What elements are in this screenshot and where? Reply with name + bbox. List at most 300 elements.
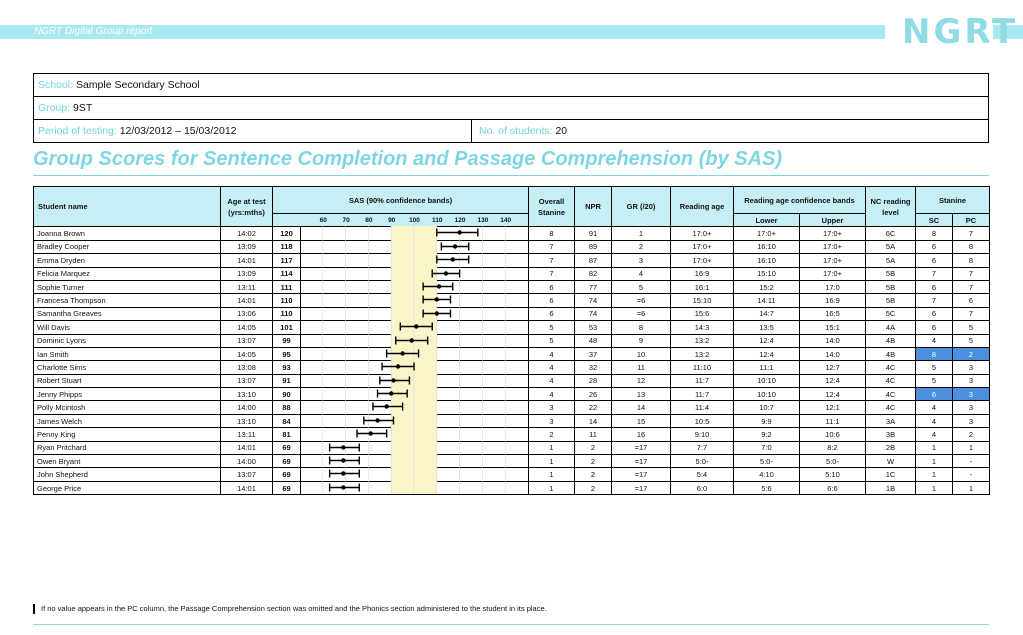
sas-score: 120	[273, 227, 301, 240]
confidence-band	[330, 457, 360, 465]
student-name: Owen Bryant	[34, 455, 221, 468]
sas-score: 91	[273, 374, 301, 387]
student-name: Bradley Cooper	[34, 240, 221, 253]
pc-stanine: 7	[953, 267, 990, 280]
reading-age: 16:9	[671, 267, 734, 280]
reading-age: 11:7	[671, 374, 734, 387]
nc-level: 5C	[866, 307, 916, 320]
npr-value: 22	[575, 401, 612, 414]
ra-lower: 11:1	[734, 361, 800, 374]
pc-stanine: 3	[953, 361, 990, 374]
pc-stanine: 1	[953, 441, 990, 454]
gr-value: 8	[612, 321, 671, 334]
sas-score-subheader	[273, 214, 301, 227]
confidence-band	[330, 470, 360, 478]
ra-upper: 16:5	[800, 307, 866, 320]
npr-value: 48	[575, 334, 612, 347]
ra-upper: 5:0-	[800, 455, 866, 468]
overall-stanine: 3	[529, 401, 575, 414]
pc-stanine: 1	[953, 481, 990, 494]
overall-stanine: 7	[529, 267, 575, 280]
nc-level: 4B	[866, 334, 916, 347]
gr-value: 13	[612, 388, 671, 401]
period-value: 12/03/2012 – 15/03/2012	[119, 125, 237, 137]
ra-lower: 14:7	[734, 307, 800, 320]
pc-stanine: 7	[953, 307, 990, 320]
sc-stanine: 1	[916, 455, 953, 468]
gr-value: 10	[612, 347, 671, 360]
age-at-test: 14:01	[221, 481, 273, 494]
ra-upper: 8:2	[800, 441, 866, 454]
sc-stanine: 6	[916, 321, 953, 334]
pc-stanine: 5	[953, 334, 990, 347]
npr-value: 37	[575, 347, 612, 360]
nc-level: 4C	[866, 401, 916, 414]
npr-value: 26	[575, 388, 612, 401]
student-name: Jenny Phipps	[34, 388, 221, 401]
ra-lower: 16:10	[734, 240, 800, 253]
npr-value: 74	[575, 294, 612, 307]
sas-score: 99	[273, 334, 301, 347]
npr-value: 2	[575, 468, 612, 481]
sas-score: 101	[273, 321, 301, 334]
scale-tick-label: 80	[365, 217, 373, 224]
confidence-band	[437, 256, 469, 264]
sas-point	[341, 485, 345, 489]
npr-value: 28	[575, 374, 612, 387]
confidence-band	[437, 229, 478, 237]
sas-score: 84	[273, 414, 301, 427]
npr-value: 89	[575, 240, 612, 253]
nc-level: 5B	[866, 267, 916, 280]
sc-stanine: 5	[916, 361, 953, 374]
reading-age: 14:3	[671, 321, 734, 334]
footnote-marker	[33, 604, 35, 614]
npr-value: 2	[575, 441, 612, 454]
overall-stanine: 6	[529, 280, 575, 293]
overall-stanine: 8	[529, 227, 575, 240]
sas-score: 90	[273, 388, 301, 401]
npr-value: 32	[575, 361, 612, 374]
sc-stanine: 1	[916, 468, 953, 481]
age-at-test: 13:11	[221, 280, 273, 293]
reading-age: 17:0+	[671, 254, 734, 267]
sas-score: 110	[273, 294, 301, 307]
section-heading: Group Scores for Sentence Completion and Passage Comprehension (by SAS)	[33, 148, 783, 170]
sc-stanine: 7	[916, 294, 953, 307]
sas-point	[341, 458, 345, 462]
col-name: Student name	[34, 187, 221, 227]
overall-stanine: 1	[529, 441, 575, 454]
reading-age: 13:2	[671, 347, 734, 360]
sas-point	[453, 244, 457, 248]
sas-point	[435, 297, 439, 301]
period-label: Period of testing:	[38, 125, 117, 137]
ra-upper: 10:6	[800, 428, 866, 441]
ra-lower: 14:11	[734, 294, 800, 307]
footnote	[33, 604, 547, 614]
sc-stanine: 6	[916, 240, 953, 253]
sas-point	[457, 230, 461, 234]
ra-lower: 10:10	[734, 374, 800, 387]
student-name: Charlotte Sims	[34, 361, 221, 374]
reading-age: 5:4	[671, 468, 734, 481]
npr-value: 2	[575, 455, 612, 468]
col-stanine-group: Stanine	[916, 187, 990, 214]
npr-value: 14	[575, 414, 612, 427]
sas-point	[410, 338, 414, 342]
student-name: Will Davis	[34, 321, 221, 334]
age-at-test: 13:06	[221, 307, 273, 320]
sas-point	[400, 351, 404, 355]
ra-upper: 12:7	[800, 361, 866, 374]
overall-stanine: 7	[529, 254, 575, 267]
scale-tick-label: 90	[388, 217, 396, 224]
student-name: Francesa Thompson	[34, 294, 221, 307]
col-pc: PC	[953, 214, 990, 227]
gr-value: =6	[612, 307, 671, 320]
pc-stanine: 8	[953, 240, 990, 253]
pc-stanine: 6	[953, 294, 990, 307]
student-name: Samantha Greaves	[34, 307, 221, 320]
sc-stanine: 6	[916, 254, 953, 267]
sas-score: 95	[273, 347, 301, 360]
ra-lower: 7:0	[734, 441, 800, 454]
nc-level: 4A	[866, 321, 916, 334]
sas-score: 69	[273, 481, 301, 494]
sas-score: 69	[273, 455, 301, 468]
sas-bands-chart	[300, 226, 528, 494]
ra-upper: 14:0	[800, 347, 866, 360]
gr-value: 2	[612, 240, 671, 253]
sas-point	[341, 471, 345, 475]
sas-point	[389, 391, 393, 395]
ra-upper: 17:0+	[800, 254, 866, 267]
gr-value: 15	[612, 414, 671, 427]
sas-score: 81	[273, 428, 301, 441]
pc-stanine: 8	[953, 254, 990, 267]
scale-tick-label: 100	[409, 217, 420, 224]
nc-level: 5A	[866, 240, 916, 253]
gr-value: =17	[612, 481, 671, 494]
sas-score: 88	[273, 401, 301, 414]
nc-level: 4C	[866, 388, 916, 401]
scale-tick-label: 60	[319, 217, 327, 224]
student-name: Joanna Brown	[34, 227, 221, 240]
sc-stanine: 1	[916, 481, 953, 494]
col-sc: SC	[916, 214, 953, 227]
student-name: George Price	[34, 481, 221, 494]
overall-stanine: 7	[529, 240, 575, 253]
student-name: Sophie Turner	[34, 280, 221, 293]
age-at-test: 13:07	[221, 468, 273, 481]
sas-score: 118	[273, 240, 301, 253]
age-at-test: 14:00	[221, 401, 273, 414]
overall-stanine: 5	[529, 334, 575, 347]
age-at-test: 14:00	[221, 455, 273, 468]
ra-lower: 16:10	[734, 254, 800, 267]
student-name: Robert Stuart	[34, 374, 221, 387]
sc-stanine: 8	[916, 347, 953, 360]
col-lower: Lower	[734, 214, 800, 227]
col-age: Age at test (yrs:mths)	[221, 187, 273, 227]
scale-tick-label: 70	[342, 217, 350, 224]
heading-rule	[33, 175, 989, 176]
ra-lower: 17:0+	[734, 227, 800, 240]
gr-value: 16	[612, 428, 671, 441]
ra-upper: 17:0+	[800, 267, 866, 280]
nc-level: 5B	[866, 280, 916, 293]
ra-lower: 5:6	[734, 481, 800, 494]
nc-level: W	[866, 455, 916, 468]
ra-upper: 6:6	[800, 481, 866, 494]
sc-stanine: 6	[916, 280, 953, 293]
ra-lower: 12:4	[734, 334, 800, 347]
info-divider	[471, 120, 472, 143]
reading-age: 9:10	[671, 428, 734, 441]
ra-lower: 9:2	[734, 428, 800, 441]
overall-stanine: 1	[529, 468, 575, 481]
student-name: Polly Mcintosh	[34, 401, 221, 414]
reading-age: 5:0-	[671, 455, 734, 468]
group-row	[34, 97, 988, 120]
ra-upper: 15:1	[800, 321, 866, 334]
overall-stanine: 1	[529, 481, 575, 494]
sas-point	[341, 445, 345, 449]
overall-stanine: 6	[529, 307, 575, 320]
col-upper: Upper	[800, 214, 866, 227]
student-name: Ryan Pritchard	[34, 441, 221, 454]
scale-tick-label: 120	[454, 217, 466, 224]
age-at-test: 13:10	[221, 414, 273, 427]
age-at-test: 13:07	[221, 334, 273, 347]
reading-age: 6:0	[671, 481, 734, 494]
gr-value: 11	[612, 361, 671, 374]
student-name: Ian Smith	[34, 347, 221, 360]
sas-score: 93	[273, 361, 301, 374]
age-at-test: 13:07	[221, 374, 273, 387]
nc-level: 1C	[866, 468, 916, 481]
overall-stanine: 6	[529, 294, 575, 307]
sas-point	[414, 324, 418, 328]
school-value: Sample Secondary School	[75, 79, 200, 91]
ra-upper: 17:0+	[800, 240, 866, 253]
gr-value: 14	[612, 401, 671, 414]
col-ra-bands: Reading age confidence bands	[734, 187, 866, 214]
age-at-test: 14:01	[221, 441, 273, 454]
reading-age: 17:0+	[671, 240, 734, 253]
overall-stanine: 4	[529, 388, 575, 401]
sas-point	[384, 404, 388, 408]
ra-upper: 12:4	[800, 374, 866, 387]
sas-point	[444, 271, 448, 275]
ra-upper: 12:1	[800, 401, 866, 414]
gr-value: 5	[612, 280, 671, 293]
sas-point	[375, 418, 379, 422]
reading-age: 15:6	[671, 307, 734, 320]
ra-upper: 5:10	[800, 468, 866, 481]
age-at-test: 14:01	[221, 254, 273, 267]
npr-value: 77	[575, 280, 612, 293]
gr-value: 1	[612, 227, 671, 240]
nc-level: 3B	[866, 428, 916, 441]
school-row	[34, 74, 988, 97]
pc-stanine: -	[953, 468, 990, 481]
confidence-band	[330, 444, 360, 452]
age-at-test: 13:08	[221, 361, 273, 374]
age-at-test: 14:05	[221, 321, 273, 334]
overall-stanine: 4	[529, 374, 575, 387]
students-label: No. of students:	[479, 125, 553, 137]
pc-stanine: 7	[953, 280, 990, 293]
sc-stanine: 4	[916, 401, 953, 414]
ngrt-logo: NGRT	[902, 12, 1019, 52]
sas-score: 110	[273, 307, 301, 320]
confidence-band	[441, 243, 468, 251]
footer-rule	[33, 624, 989, 625]
age-at-test: 14:02	[221, 227, 273, 240]
reading-age: 7:7	[671, 441, 734, 454]
npr-value: 11	[575, 428, 612, 441]
confidence-band	[357, 430, 387, 438]
nc-level: 5B	[866, 294, 916, 307]
age-at-test: 13:09	[221, 267, 273, 280]
confidence-band	[330, 484, 360, 492]
age-at-test: 13:10	[221, 388, 273, 401]
sc-stanine: 4	[916, 428, 953, 441]
overall-stanine: 5	[529, 321, 575, 334]
sas-score: 69	[273, 441, 301, 454]
ra-lower: 5:0-	[734, 455, 800, 468]
pc-stanine: 2	[953, 428, 990, 441]
nc-level: 3A	[866, 414, 916, 427]
student-name: Felicia Marquez	[34, 267, 221, 280]
col-stanine: Overall Stanine	[529, 187, 575, 227]
group-value: 9ST	[73, 102, 93, 114]
pc-stanine: 5	[953, 321, 990, 334]
student-name: Emma Dryden	[34, 254, 221, 267]
overall-stanine: 3	[529, 414, 575, 427]
npr-value: 2	[575, 481, 612, 494]
sas-score: 69	[273, 468, 301, 481]
reading-age: 11:7	[671, 388, 734, 401]
pc-stanine: 3	[953, 414, 990, 427]
sas-point	[396, 364, 400, 368]
sas-point	[391, 378, 395, 382]
student-name: Penny King	[34, 428, 221, 441]
sas-point	[451, 257, 455, 261]
sas-point	[435, 311, 439, 315]
overall-stanine: 4	[529, 347, 575, 360]
ra-upper: 17:0	[800, 280, 866, 293]
npr-value: 91	[575, 227, 612, 240]
pc-stanine: 3	[953, 401, 990, 414]
npr-value: 87	[575, 254, 612, 267]
age-at-test: 13:09	[221, 240, 273, 253]
ra-lower: 10:10	[734, 388, 800, 401]
sas-score: 111	[273, 280, 301, 293]
col-sas: SAS (90% confidence bands)	[273, 187, 529, 214]
reading-age: 15:10	[671, 294, 734, 307]
students-value: 20	[555, 125, 568, 137]
pc-stanine: 2	[953, 347, 990, 360]
pc-stanine: 3	[953, 374, 990, 387]
scale-tick-label: 140	[500, 217, 512, 224]
sc-stanine: 4	[916, 414, 953, 427]
gr-value: =6	[612, 294, 671, 307]
overall-stanine: 2	[529, 428, 575, 441]
ra-lower: 4:10	[734, 468, 800, 481]
col-nc: NC reading level	[866, 187, 916, 227]
reading-age: 13:2	[671, 334, 734, 347]
reading-age: 11:4	[671, 401, 734, 414]
overall-stanine: 1	[529, 455, 575, 468]
sas-scale-ticks	[301, 214, 529, 227]
reading-age: 11:10	[671, 361, 734, 374]
students-block	[475, 120, 567, 142]
period-row	[34, 120, 988, 143]
nc-level: 6C	[866, 227, 916, 240]
nc-level: 1B	[866, 481, 916, 494]
ra-upper: 17:0+	[800, 227, 866, 240]
npr-value: 53	[575, 321, 612, 334]
ra-lower: 13:5	[734, 321, 800, 334]
scale-tick-label: 130	[477, 217, 489, 224]
sc-stanine: 6	[916, 307, 953, 320]
gr-value: =17	[612, 441, 671, 454]
group-label: Group:	[38, 102, 71, 114]
pc-stanine: 3	[953, 388, 990, 401]
ra-lower: 9:9	[734, 414, 800, 427]
ra-lower: 10:7	[734, 401, 800, 414]
sc-stanine: 1	[916, 441, 953, 454]
gr-value: 12	[612, 374, 671, 387]
overall-stanine: 4	[529, 361, 575, 374]
gr-value: 9	[612, 334, 671, 347]
sc-stanine: 7	[916, 267, 953, 280]
age-at-test: 14:01	[221, 294, 273, 307]
sc-stanine: 6	[916, 388, 953, 401]
student-name: James Welch	[34, 414, 221, 427]
reading-age: 16:1	[671, 280, 734, 293]
nc-level: 4C	[866, 361, 916, 374]
reading-age: 10:5	[671, 414, 734, 427]
gr-value: =17	[612, 455, 671, 468]
gr-value: 4	[612, 267, 671, 280]
ra-lower: 12:4	[734, 347, 800, 360]
ra-upper: 14:0	[800, 334, 866, 347]
ra-lower: 15:10	[734, 267, 800, 280]
info-box	[33, 73, 989, 143]
reading-age: 17:0+	[671, 227, 734, 240]
student-name: John Shepherd	[34, 468, 221, 481]
gr-value: =17	[612, 468, 671, 481]
nc-level: 4B	[866, 347, 916, 360]
sc-stanine: 8	[916, 227, 953, 240]
age-at-test: 14:05	[221, 347, 273, 360]
student-name: Dominic Lyons	[34, 334, 221, 347]
pc-stanine: 7	[953, 227, 990, 240]
nc-level: 4C	[866, 374, 916, 387]
sas-score: 117	[273, 254, 301, 267]
nc-level: 5A	[866, 254, 916, 267]
sc-stanine: 5	[916, 374, 953, 387]
school-label: School:	[38, 79, 74, 91]
nc-level: 2B	[866, 441, 916, 454]
ra-upper: 11:1	[800, 414, 866, 427]
age-at-test: 13:11	[221, 428, 273, 441]
col-reading-age: Reading age	[671, 187, 734, 227]
